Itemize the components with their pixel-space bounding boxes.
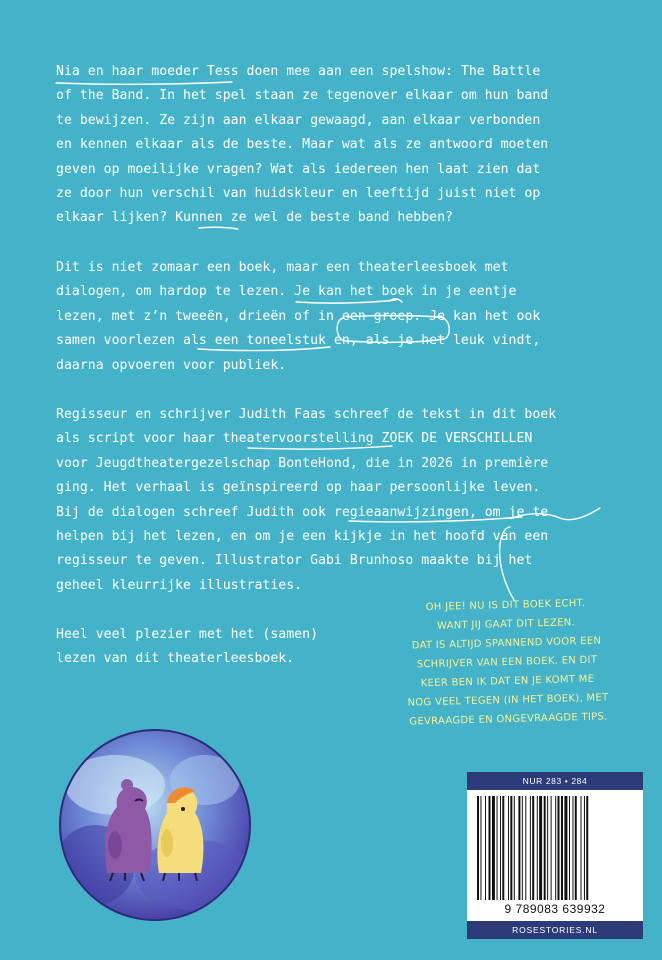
barcode-bar bbox=[544, 796, 546, 900]
isbn-number: 9 789083 639932 bbox=[504, 902, 606, 916]
text-line: lezen van dit theaterleesboek. bbox=[56, 651, 295, 667]
website-label: ROSESTORIES.NL bbox=[467, 921, 643, 939]
blurb-paragraph-2 bbox=[56, 256, 626, 378]
text-line: Regisseur en schrijver Judith Faas schreef de tekst in dit boek bbox=[56, 407, 557, 422]
note-line: DAT IS ALTIJD SPANNEND VOOR EEN bbox=[411, 635, 602, 652]
text-line: ging. Het verhaal is geïnspireerd op haar persoonlijke leven. bbox=[56, 480, 541, 496]
handwritten-note bbox=[370, 592, 643, 732]
text-line: lezen, met z’n tweeën, drieën of in een groep. Je kan het ook bbox=[56, 308, 541, 324]
text-line: als script voor haar theatervoorstelling ZOEK DE VERSCHILLEN bbox=[56, 431, 533, 447]
barcode-bar bbox=[477, 796, 479, 900]
barcode-bar bbox=[537, 796, 538, 900]
text-line: geheel kleurrijke illustraties. bbox=[56, 577, 303, 593]
barcode-bar bbox=[558, 796, 560, 900]
text-line: helpen bij het lezen, en om je een kijkje in het hoofd van een bbox=[56, 529, 549, 545]
barcode-box bbox=[467, 772, 643, 939]
barcode-bar bbox=[530, 796, 531, 900]
text-line: samen voorlezen als een toneelstuk en, als je het leuk vindt, bbox=[56, 333, 541, 349]
blurb-paragraph-1 bbox=[56, 60, 626, 231]
text-line: daarna opvoeren voor publiek. bbox=[56, 357, 287, 373]
barcode-bar bbox=[547, 796, 548, 900]
text-line: of the Band. In het spel staan ze tegenover elkaar om hun band bbox=[56, 88, 549, 104]
nur-label: NUR 283 • 284 bbox=[467, 772, 643, 790]
text-line: Dit is niet zomaar een boek, maar een theaterleesboek met bbox=[56, 260, 509, 275]
barcode-bar bbox=[497, 796, 498, 900]
barcode-bar bbox=[492, 796, 495, 900]
text-line: Nia en haar moeder Tess doen mee aan een spelshow: The Battle bbox=[56, 64, 541, 79]
text-line: voor Jeugdtheatergezelschap BonteHond, die in 2026 in première bbox=[56, 455, 549, 471]
barcode-bar bbox=[485, 796, 486, 900]
barcode-bar bbox=[564, 796, 567, 900]
note-line: NOG VEEL TEGEN (IN HET BOEK), MET bbox=[407, 692, 609, 709]
barcode-bar bbox=[522, 796, 523, 900]
note-line: OH JEE! NU IS DIT BOEK ECHT. bbox=[425, 597, 586, 614]
barcode-bar bbox=[518, 796, 520, 900]
barcode-bar bbox=[510, 796, 512, 900]
barcode-bar bbox=[539, 796, 542, 900]
barcode-bar bbox=[508, 796, 509, 900]
blurb-paragraph-3 bbox=[56, 403, 626, 598]
barcode-bar bbox=[551, 796, 552, 900]
text-line: geven op moeilijke vragen? Wat als iedereen hen laat zien dat bbox=[56, 161, 541, 177]
text-line: elkaar lijken? Kunnen ze wel de beste band hebben? bbox=[56, 210, 453, 226]
note-line: WANT JIJ GAAT DIT LEZEN. bbox=[436, 617, 576, 632]
barcode-bar bbox=[572, 796, 573, 900]
note-line: KEER BEN IK DAT EN JE KOMT ME bbox=[420, 673, 595, 690]
barcode bbox=[477, 796, 635, 900]
barcode-bar bbox=[489, 796, 491, 900]
barcode-bar bbox=[581, 796, 582, 900]
text-line: en kennen elkaar als de beste. Maar wat als ze antwoord moeten bbox=[56, 137, 549, 153]
text-line: regisseur te geven. Illustrator Gabi Brunhoso maakte bij het bbox=[56, 553, 533, 569]
text-line: te bewijzen. Ze zijn aan elkaar gewaagd, aan elkaar verbonden bbox=[56, 112, 541, 128]
barcode-bar bbox=[555, 796, 556, 900]
barcode-bar bbox=[584, 796, 585, 900]
text-line: Bij de dialogen schreef Judith ook regieaanwijzingen, om je te bbox=[56, 504, 549, 520]
text-line: Heel veel plezier met het (samen) bbox=[56, 627, 319, 642]
barcode-bar bbox=[525, 796, 526, 900]
barcode-bar bbox=[586, 796, 588, 900]
note-line: GEVRAAGDE EN ONGEVRAAGDE TIPS. bbox=[409, 711, 608, 728]
two-characters-illustration bbox=[55, 725, 255, 925]
barcode-bar bbox=[502, 796, 504, 900]
barcode-bar bbox=[569, 796, 570, 900]
barcode-bar bbox=[514, 796, 515, 900]
barcode-bar bbox=[561, 796, 563, 900]
text-line: dialogen, om hardop te lezen. Je kan het boek in je eentje bbox=[56, 284, 517, 300]
text-line: ze door hun verschil van huidskleur en leeftijd juist niet op bbox=[56, 186, 541, 202]
barcode-bar bbox=[480, 796, 481, 900]
note-line: SCHRIJVER VAN EEN BOEK. EN DIT bbox=[416, 654, 598, 671]
barcode-bar bbox=[500, 796, 501, 900]
barcode-bar bbox=[532, 796, 534, 900]
barcode-bar bbox=[575, 796, 577, 900]
